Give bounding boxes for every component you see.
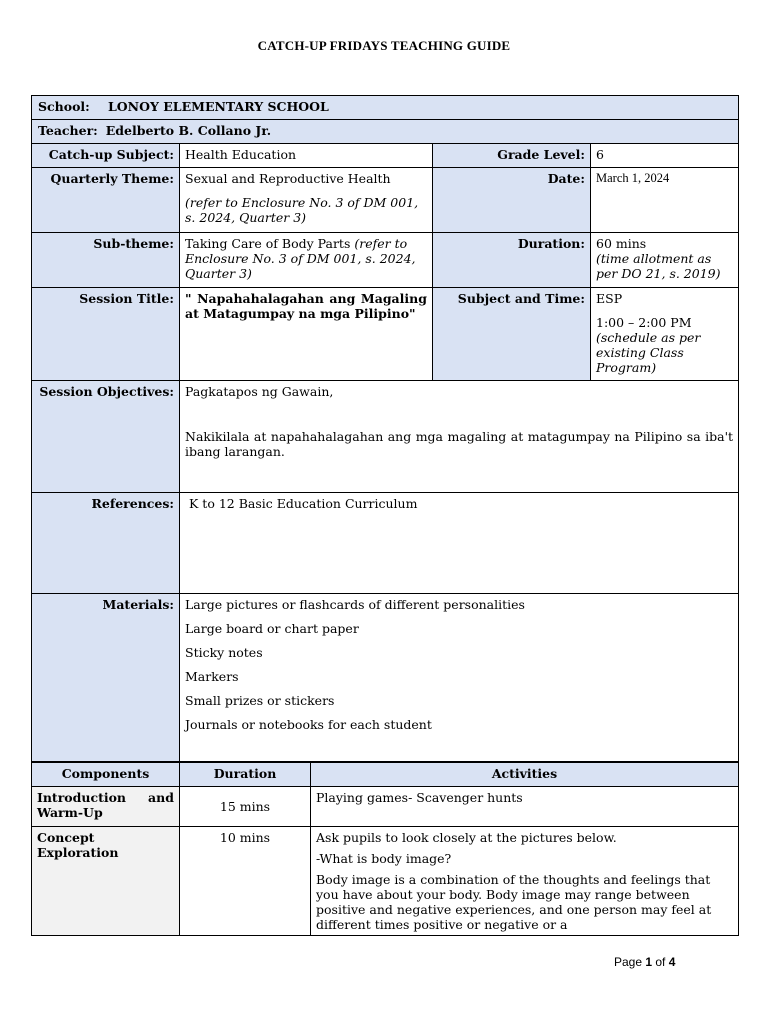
- theme-label: Quarterly Theme:: [32, 168, 180, 233]
- footer-total: 4: [668, 955, 676, 969]
- materials-label: Materials:: [32, 594, 180, 762]
- footer-of: of: [652, 955, 669, 969]
- component-activities-cell: [311, 827, 739, 936]
- component-duration: 10 mins: [180, 827, 311, 936]
- component-name: Concept Exploration: [32, 827, 180, 936]
- component-activity: Ask pupils to look closely at the pictures below.: [316, 830, 617, 845]
- subject-time-subject: ESP: [596, 291, 623, 306]
- component-activity: -What is body image?: [316, 851, 452, 866]
- subtheme-cell: [180, 233, 433, 288]
- subject-time-time: 1:00 – 2:00 PM: [596, 315, 692, 330]
- date-label: Date:: [433, 168, 591, 233]
- references-value: K to 12 Basic Education Curriculum: [180, 493, 739, 594]
- subject-time-label: Subject and Time:: [433, 288, 591, 381]
- school-label: School:: [38, 99, 90, 114]
- theme-reference: (refer to Enclosure No. 3 of DM 001, s. 2024, Quarter 3): [185, 195, 419, 225]
- duration-note: (time allotment as per DO 21, s. 2019): [596, 251, 721, 281]
- objectives-intro: Pagkatapos ng Gawain,: [185, 384, 334, 399]
- info-table: [31, 95, 739, 762]
- material-item: Large board or chart paper: [185, 621, 359, 636]
- subject-value: Health Education: [180, 144, 433, 168]
- school-value: LONOY ELEMENTARY SCHOOL: [108, 99, 329, 114]
- objectives-cell: [180, 381, 739, 493]
- session-title-label: Session Title:: [32, 288, 180, 381]
- grade-label: Grade Level:: [433, 144, 591, 168]
- component-duration: 15 mins: [180, 787, 311, 827]
- school-row: [32, 96, 739, 120]
- duration-value: 60 mins: [596, 236, 647, 251]
- material-item: Journals or notebooks for each student: [185, 717, 432, 732]
- duration-label: Duration:: [433, 233, 591, 288]
- subject-time-cell: [591, 288, 739, 381]
- components-table: [31, 762, 739, 936]
- material-item: Large pictures or flashcards of different personalities: [185, 597, 525, 612]
- objectives-text: Nakikilala at napahahalagahan ang mga magaling at matagumpay na Pilipino sa iba't ibang larangan.: [185, 429, 734, 459]
- theme-value: Sexual and Reproductive Health: [185, 171, 391, 186]
- duration-cell: [591, 233, 739, 288]
- footer-prefix: Page: [614, 955, 646, 969]
- references-label: References:: [32, 493, 180, 594]
- page-title: CATCH-UP FRIDAYS TEACHING GUIDE: [257, 38, 511, 53]
- objectives-label: Session Objectives:: [32, 381, 180, 493]
- duration-header: Duration: [180, 763, 311, 787]
- components-header: Components: [32, 763, 180, 787]
- component-activity: Body image is a combination of the thoughts and feelings that you have about your body. Body image may range between positive and negative experiences, and one person may feel at different times positive or negative or a: [316, 872, 712, 932]
- teacher-row: [32, 120, 739, 144]
- grade-value: 6: [591, 144, 739, 168]
- materials-cell: [180, 594, 739, 762]
- activities-header: Activities: [311, 763, 739, 787]
- subject-label: Catch-up Subject:: [32, 144, 180, 168]
- teacher-label: Teacher:: [38, 123, 98, 138]
- component-activity: Playing games- Scavenger hunts: [311, 787, 739, 827]
- session-title-value: " Napahahalagahan ang Magaling at Matagumpay na mga Pilipino": [180, 288, 433, 381]
- table-row: [32, 827, 739, 936]
- date-value: March 1, 2024: [591, 168, 739, 233]
- material-item: Small prizes or stickers: [185, 693, 335, 708]
- component-name: Introduction and Warm-Up: [32, 787, 180, 827]
- footer-page: 1: [645, 955, 653, 969]
- material-item: Markers: [185, 669, 239, 684]
- table-row: [32, 787, 739, 827]
- theme-cell: [180, 168, 433, 233]
- subtheme-label: Sub-theme:: [32, 233, 180, 288]
- teacher-value: Edelberto B. Collano Jr.: [105, 123, 272, 138]
- page-footer: [614, 955, 675, 969]
- subtheme-value: Taking Care of Body Parts: [185, 236, 351, 251]
- material-item: Sticky notes: [185, 645, 263, 660]
- subject-time-note: (schedule as per existing Class Program): [596, 330, 701, 375]
- subtheme-reference: (refer to Enclosure No. 3 of DM 001, s. 2024, Quarter 3): [185, 236, 416, 281]
